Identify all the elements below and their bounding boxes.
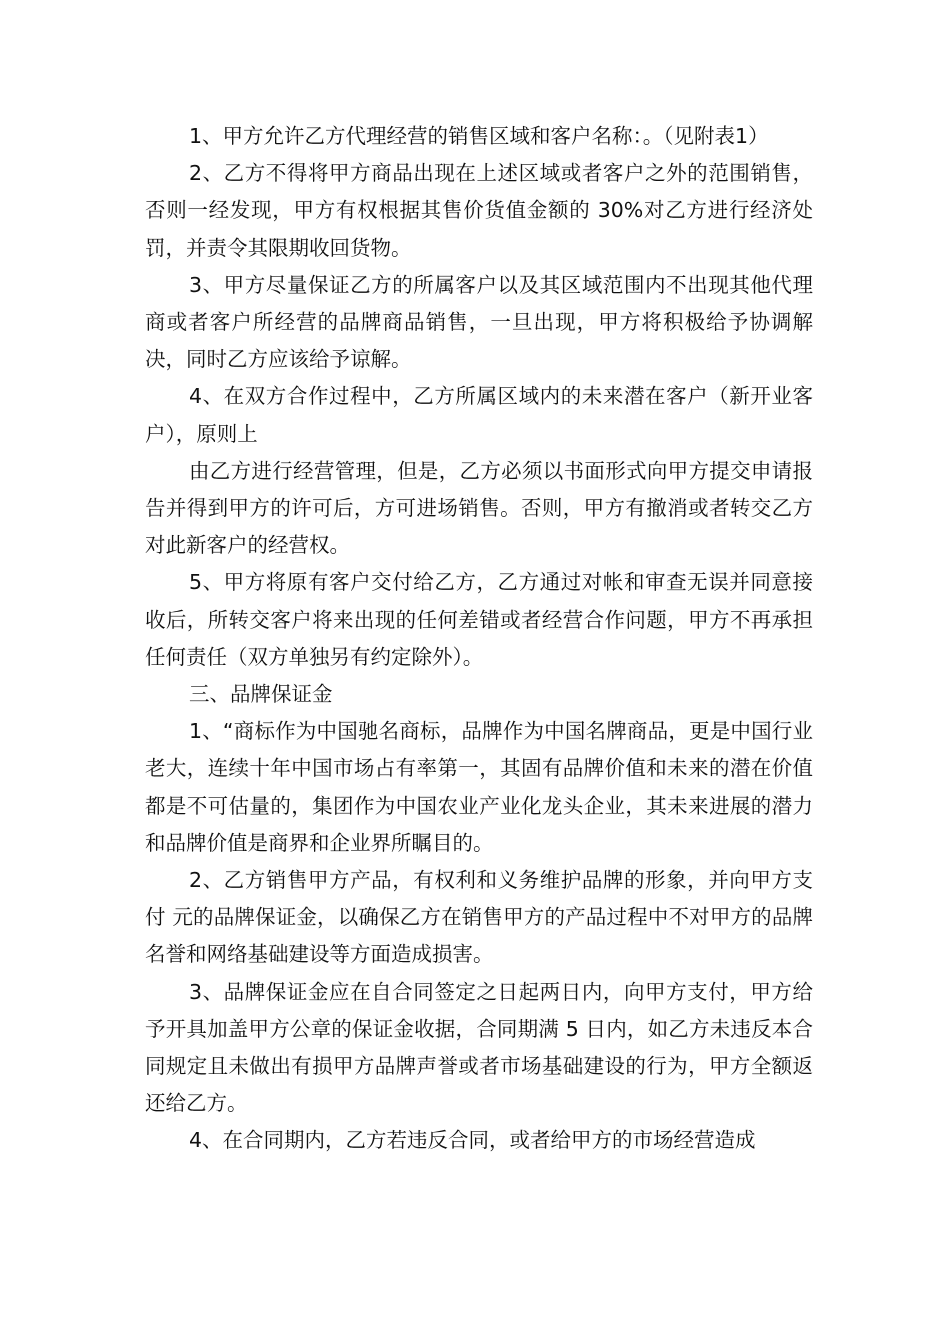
paragraph-brand-value: 1、“商标作为中国驰名商标，品牌作为中国名牌商品，更是中国行业老大，连续十年中国市场占有率第一，其固有品牌价值和未来的潜在价值都是不可估量的，集团作为中国农业产业化龙头企业，其未来进展的潜力和品牌价值是商界和企业界所瞩目的。 bbox=[145, 719, 813, 855]
paragraph-customer-handover: 5、甲方将原有客户交付给乙方，乙方通过对帐和审查无误并同意接收后，所转交客户将来出现的任何差错或者经营合作问题，甲方不再承担任何责任（双方单独另有约定除外）。 bbox=[145, 570, 813, 669]
paragraph-breach: 4、在合同期内，乙方若违反合同，或者给甲方的市场经营造成 bbox=[189, 1128, 756, 1153]
document-body bbox=[145, 118, 813, 1160]
paragraph-new-customers: 4、在双方合作过程中，乙方所属区域内的未来潜在客户（新开业客户），原则上 bbox=[145, 384, 813, 446]
paragraph-deposit-amount: 2、乙方销售甲方产品，有权利和义务维护品牌的形象，并向甲方支付 元的品牌保证金，以确保乙方在销售甲方的产品过程中不对甲方的品牌名誉和网络基础建设等方面造成损害。 bbox=[145, 868, 813, 967]
paragraph-new-customers-continued: 由乙方进行经营管理，但是，乙方必须以书面形式向甲方提交申请报告并得到甲方的许可后，方可进场销售。否则，甲方有撤消或者转交乙方对此新客户的经营权。 bbox=[145, 458, 813, 558]
paragraph-territory: 1、甲方允许乙方代理经营的销售区域和客户名称：。（见附表1） bbox=[189, 124, 769, 148]
paragraph-exclusivity: 3、甲方尽量保证乙方的所属客户以及其区域范围内不出现其他代理商或者客户所经营的品牌商品销售，一旦出现，甲方将积极给予协调解决，同时乙方应该给予谅解。 bbox=[145, 272, 813, 372]
section-heading-brand-deposit: 三、品牌保证金 bbox=[189, 682, 333, 707]
paragraph-deposit-refund: 3、品牌保证金应在自合同签定之日起两日内，向甲方支付，甲方给予开具加盖甲方公章的保证金收据，合同期满 5 日内，如乙方未违反本合同规定且未做出有损甲方品牌声誉或者市场基础建设的行为，甲方全额返还给乙方。 bbox=[145, 979, 813, 1116]
paragraph-out-of-area-sales: 2、乙方不得将甲方商品出现在上述区域或者客户之外的范围销售，否则一经发现，甲方有权根据其售价货值金额的 30%对乙方进行经济处罚，并责令其限期收回货物。 bbox=[145, 161, 813, 260]
